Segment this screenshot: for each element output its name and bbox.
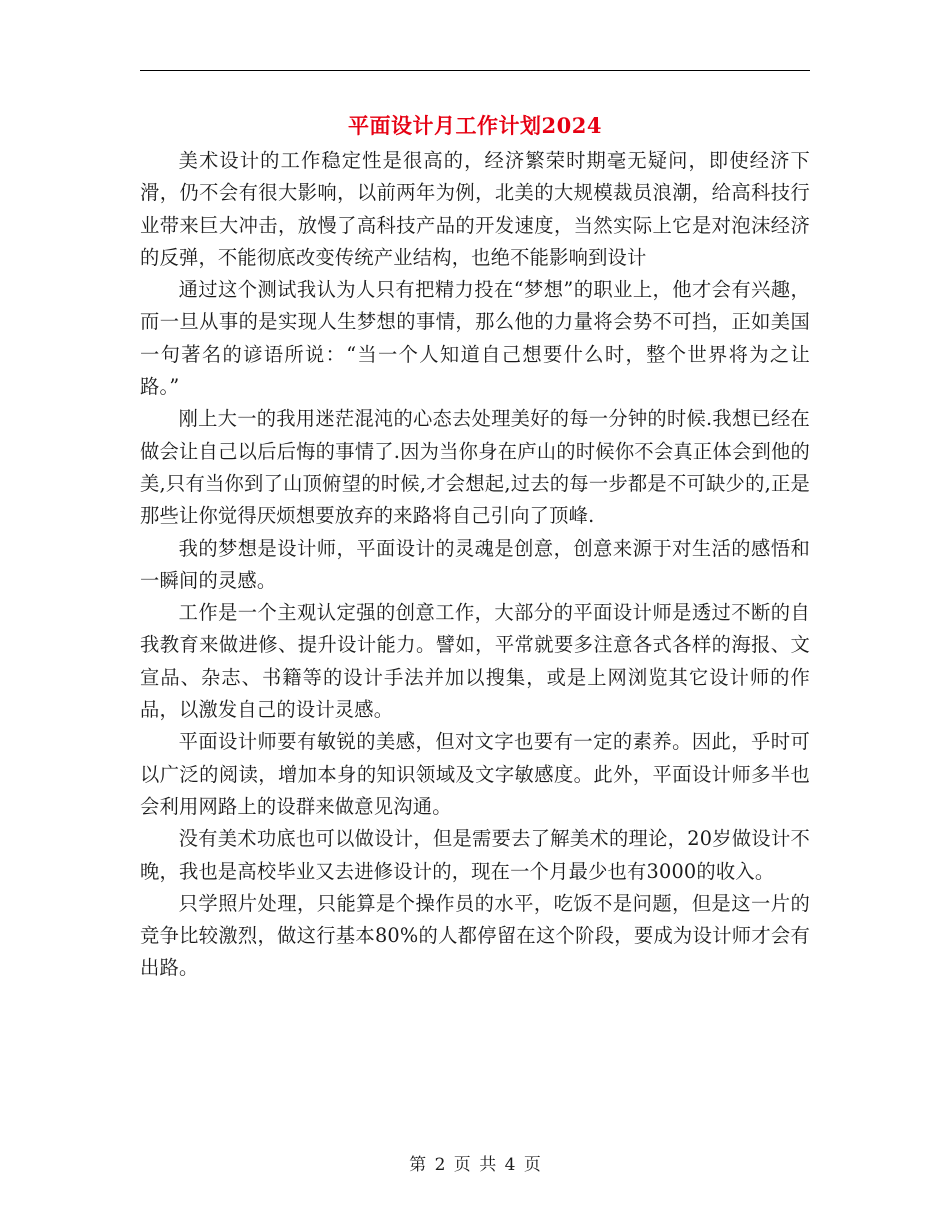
paragraph: 美术设计的工作稳定性是很高的，经济繁荣时期毫无疑问，即使经济下滑，仍不会有很大影响，以前两年为例，北美的大规模裁员浪潮，给高科技行业带来巨大冲击，放慢了高科技产品的开发速度，当然实际上它是对泡沫经济的反弹，不能彻底改变传统产业结构，也绝不能影响到设计 [140,149,810,269]
paragraph: 通过这个测试我认为人只有把精力投在“梦想”的职业上，他才会有兴趣，而一旦从事的是实现人生梦想的事情，那么他的力量将会势不可挡，正如美国一句著名的谚语所说：“当一个人知道自己想要什么时，整个世界将为之让路。” [140,278,810,399]
document-body [140,145,810,985]
paragraph: 我的梦想是设计师，平面设计的灵魂是创意，创意来源于对生活的感悟和一瞬间的灵感。 [140,536,810,592]
paragraph: 只学照片处理，只能算是个操作员的水平，吃饭不是问题，但是这一片的竞争比较激烈，做这行基本80%的人都停留在这个阶段，要成为设计师才会有出路。 [140,891,810,980]
paragraph: 没有美术功底也可以做设计，但是需要去了解美术的理论，20岁做设计不晚，我也是高校毕业又去进修设计的，现在一个月最少也有3000的收入。 [140,827,810,883]
paragraph: 工作是一个主观认定强的创意工作，大部分的平面设计师是透过不断的自我教育来做进修、提升设计能力。譬如，平常就要多注意各式各样的海报、文宣品、杂志、书籍等的设计手法并加以搜集，或是上网浏览其它设计师的作品，以激发自己的设计灵感。 [140,601,810,722]
document-title: 平面设计月工作计划2024 [348,113,602,138]
paragraph: 刚上大一的我用迷茫混沌的心态去处理美好的每一分钟的时候.我想已经在做会让自己以后后悔的事情了.因为当你身在庐山的时候你不会真正体会到他的美,只有当你到了山顶俯望的时候,才会想起,过去的每一步都是不可缺少的,正是那些让你觉得厌烦想要放弃的来路将自己引向了顶峰. [140,407,810,528]
paragraph: 平面设计师要有敏锐的美感，但对文字也要有一定的素养。因此，乎时可以广泛的阅读，增加本身的知识领域及文字敏感度。此外，平面设计师多半也会利用网路上的设群来做意见沟通。 [140,730,810,818]
page-number: 第 2 页 共 4 页 [409,1155,541,1175]
header-rule [140,70,810,71]
